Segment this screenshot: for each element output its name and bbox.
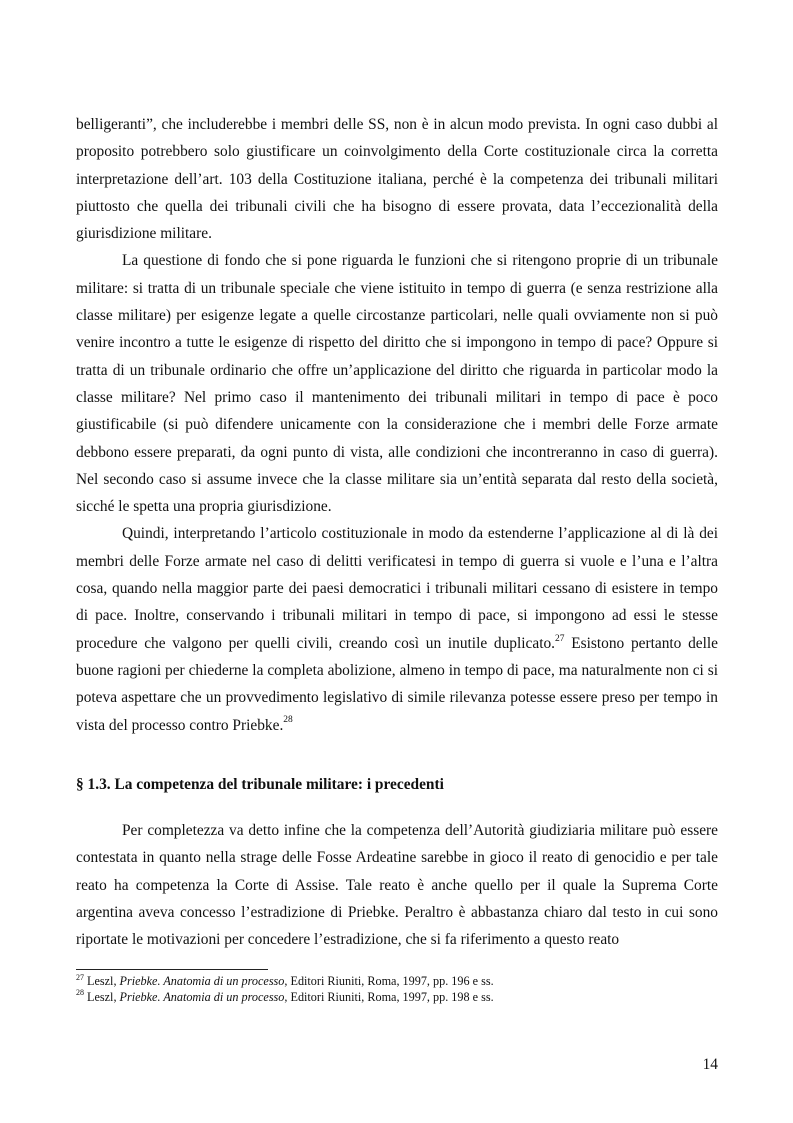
paragraph-3-part-a: Quindi, interpretando l’articolo costituzionale in modo da estenderne l’applicazione al di là dei membri delle Forze armate nel caso di delitti verificatesi in tempo di guerra si vuole e l’una e l’altra cosa, quando nella maggior parte dei paesi democratici i tribunali militari cessano di esistere in tempo di pace. Inoltre, conservando i tribunali militari in tempo di pace, si impongono ad essi le stesse procedure che valgono per quelli civili, creando così un inutile duplicato. bbox=[76, 525, 718, 652]
footnote-number: 28 bbox=[76, 988, 84, 998]
footnote-title: Priebke. Anatomia di un processo bbox=[119, 989, 285, 1004]
footnote-28 bbox=[76, 990, 718, 1006]
paragraph-1: belligeranti”, che includerebbe i membri delle SS, non è in alcun modo prevista. In ogni caso dubbi al proposito potrebbero solo giustificare un coinvolgimento della Corte costituzionale circa la corretta interpretazione dell’art. 103 della Costituzione italiana, perché è la competenza dei tribunali militari piuttosto che quella dei tribunali civili che ha bisogno di essere provata, data l’eccezionalità della giurisdizione militare. bbox=[76, 116, 718, 243]
footnote-27 bbox=[76, 974, 718, 990]
footnote-author: Leszl, bbox=[87, 974, 120, 988]
body-text-after-heading bbox=[76, 817, 718, 953]
page-number: 14 bbox=[702, 1056, 718, 1073]
paragraph-4: Per completezza va detto infine che la competenza dell’Autorità giudiziaria militare può essere contestata in quanto nella strage delle Fosse Ardeatine sarebbe in gioco il reato di genocidio e per tale reato ha competenza la Corte di Assise. Tale reato è anche quello per il quale la Suprema Corte argentina aveva concesso l’estradizione di Priebke. Peraltro è abbastanza chiaro dal testo in cui sono riportate le motivazioni per concedere l’estradizione, che si fa riferimento a questo reato bbox=[76, 822, 718, 949]
footnote-divider bbox=[76, 969, 268, 970]
paragraph-3-part-b: Esistono pertanto delle buone ragioni per chiederne la completa abolizione, almeno in tempo di pace, ma naturalmente non ci si poteva aspettare che un provvedimento legislativo di simile rilevanza potesse essere preso per tempo in vista del processo contro Priebke. bbox=[76, 634, 718, 734]
footnote-author: Leszl, bbox=[87, 989, 120, 1004]
footnote-title: Priebke. Anatomia di un processo bbox=[119, 974, 285, 988]
body-text bbox=[76, 111, 718, 739]
footnote-citation: , Editori Riuniti, Roma, 1997, pp. 198 e ss. bbox=[284, 989, 494, 1004]
footnote-citation: , Editori Riuniti, Roma, 1997, pp. 196 e ss. bbox=[284, 974, 494, 988]
footnote-ref-27[interactable]: 27 bbox=[555, 633, 565, 644]
footnote-ref-28[interactable]: 28 bbox=[283, 715, 293, 726]
section-heading: § 1.3. La competenza del tribunale militare: i precedenti bbox=[76, 776, 444, 793]
paragraph-2: La questione di fondo che si pone riguarda le funzioni che si ritengono proprie di un tribunale militare: si tratta di un tribunale speciale che viene istituito in tempo di guerra (e senza restrizione alla classe militare) per esigenze legate a quelle circostanze particolari, nelle quali ovviamente non si può venire incontro a tutte le esigenze di rispetto del diritto che si impongono in tempo di pace? Oppure si tratta di un tribunale ordinario che offre un’applicazione del diritto che riguarda in particolar modo la classe militare? Nel primo caso il mantenimento dei tribunali militari in tempo di pace è poco giustificabile (si può difendere unicamente con la considerazione che i membri delle Forze armate debbono essere preparati, da ogni punto di vista, alle condizioni che incontreranno in caso di guerra). Nel secondo caso si assume invece che la classe militare sia un’entità separata dal resto della società, sicché le spetta una propria giurisdizione. bbox=[76, 252, 718, 516]
paragraph-3 bbox=[76, 520, 718, 738]
footnote-number: 27 bbox=[76, 972, 84, 982]
footnotes bbox=[76, 974, 718, 1005]
